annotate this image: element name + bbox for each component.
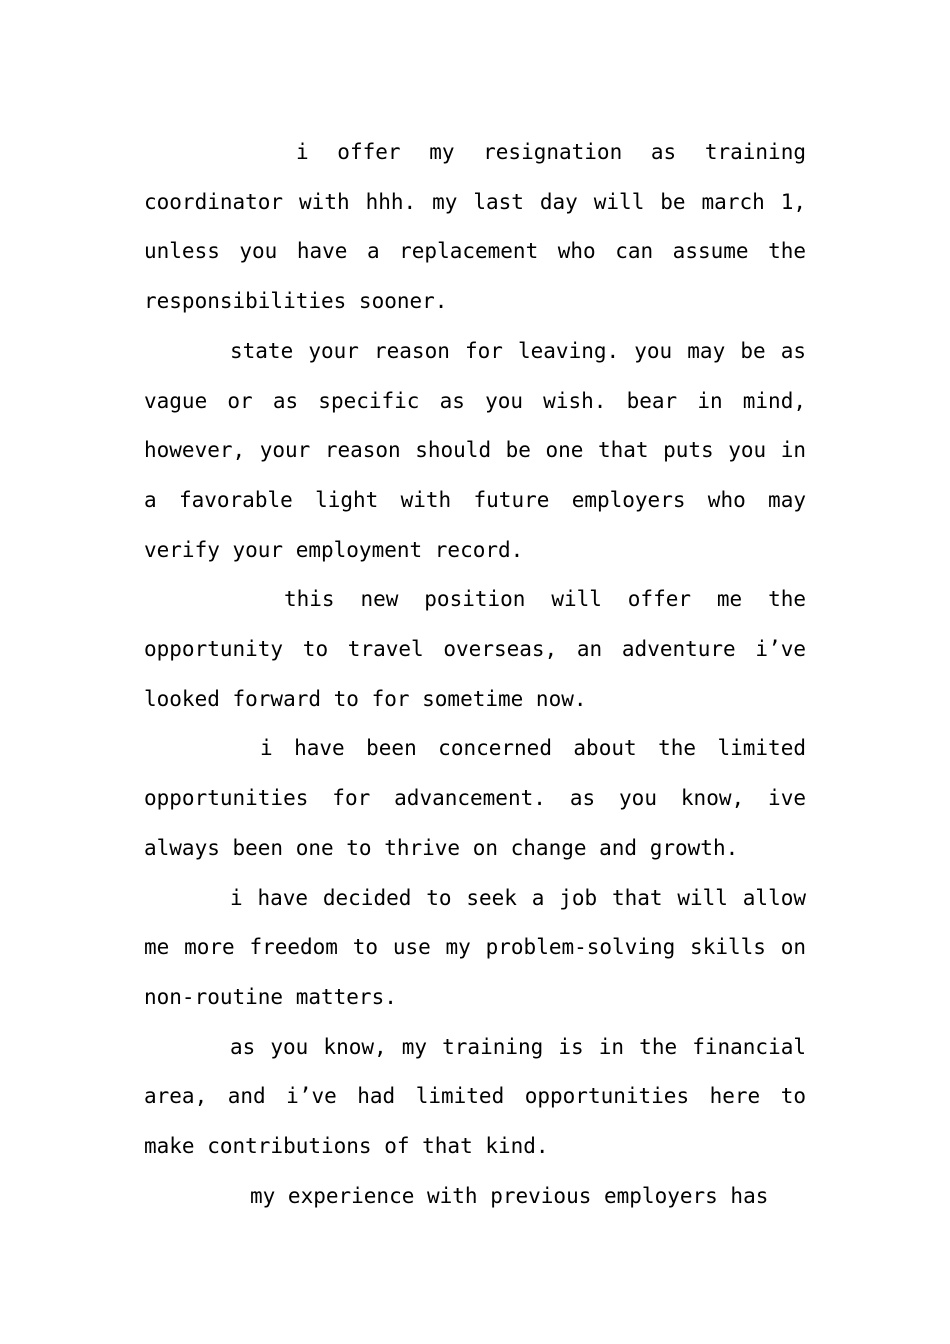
- letter-body: [144, 128, 806, 1221]
- paragraph-state-reason: state your reason for leaving. you may be as vague or as specific as you wish. bear in mind, however, your reason should be one that puts you in a favorable light with future employers who may verify your employment record.: [144, 338, 806, 562]
- paragraph-freedom: i have decided to seek a job that will allow me more freedom to use my problem-solving skills on non-routine matters.: [144, 885, 806, 1009]
- paragraph-previous-employers: my experience with previous employers has: [250, 1183, 769, 1208]
- paragraph-new-position: this new position will offer me the opportunity to travel overseas, an adventure i’ve looked forward to for sometime now.: [144, 587, 806, 711]
- paragraph-advancement: i have been concerned about the limited opportunities for advancement. as you know, ive always been one to thrive on change and growth.: [144, 736, 806, 860]
- paragraph-resignation-offer: i offer my resignation as training coordinator with hhh. my last day will be march 1, unless you have a replacement who can assume the responsibilities sooner.: [144, 140, 806, 314]
- paragraph-financial-training: as you know, my training is in the financial area, and i’ve had limited opportunities here to make contributions of that kind.: [144, 1034, 806, 1159]
